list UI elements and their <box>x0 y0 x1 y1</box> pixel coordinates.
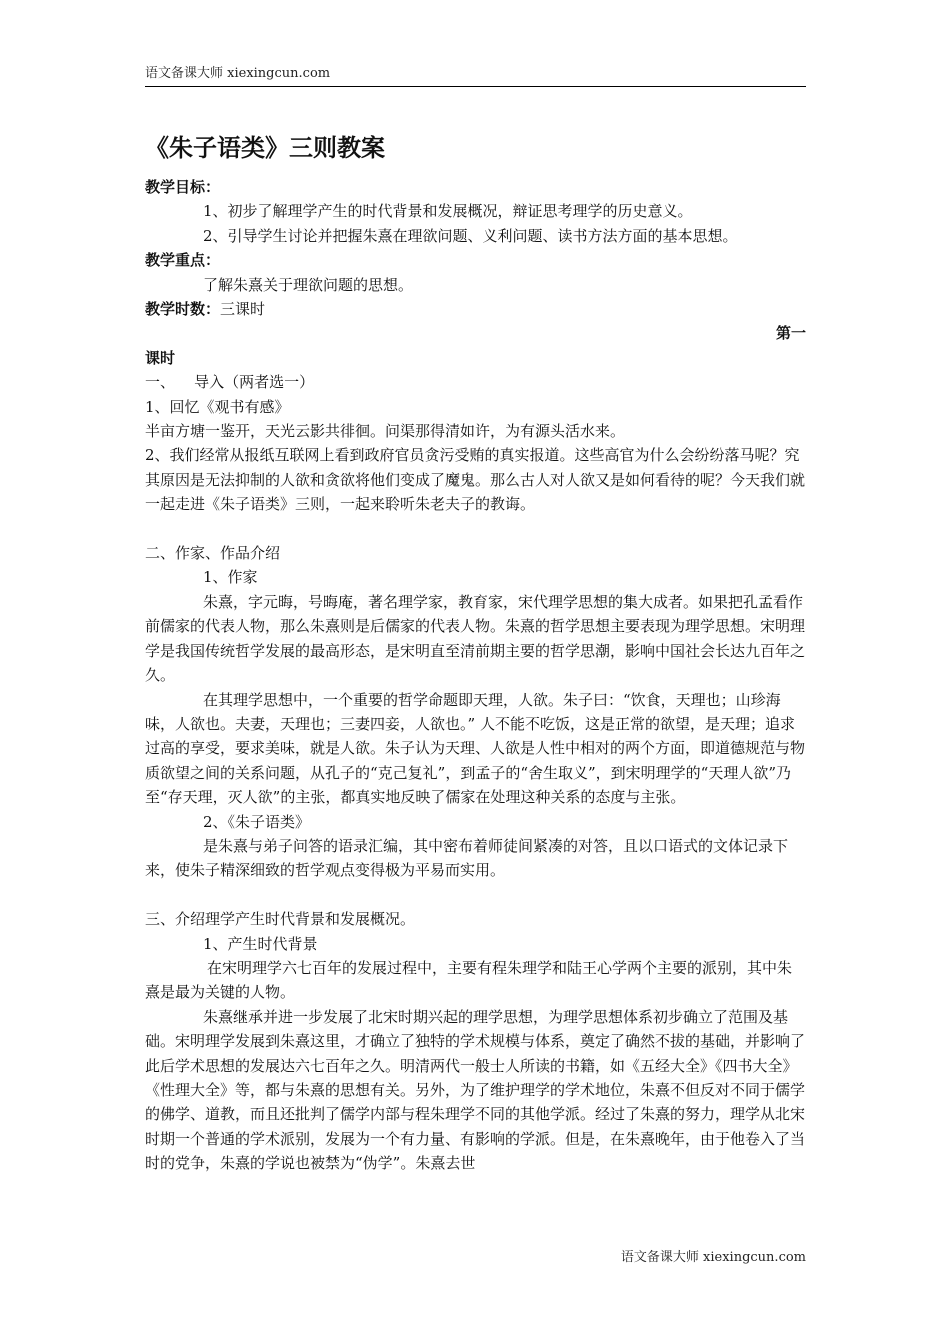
page-footer: 语文备课大师 xiexingcun.com <box>620 1250 806 1265</box>
section-1-heading: 一、 导入（两者选一） <box>145 373 315 392</box>
section-2-heading: 二、作家、作品介绍 <box>145 544 281 563</box>
hours-label: 教学时数： <box>145 300 221 319</box>
page-header: 语文备课大师 xiexingcun.com <box>145 64 806 87</box>
goal-item-1: 1、初步了解理学产生的时代背景和发展概况，辩证思考理学的历史意义。 <box>203 202 693 221</box>
section-3-heading: 三、介绍理学产生时代背景和发展概况。 <box>145 910 416 929</box>
lesson-heading-part2: 课时 <box>145 348 176 367</box>
goal-item-2: 2、引导学生讨论并把握朱熹在理欲问题、义利问题、读书方法方面的基本思想。 <box>203 226 738 245</box>
lesson-heading-part1: 第一 <box>775 324 806 343</box>
hours-line <box>145 297 806 321</box>
section-2-sub-2: 2、《朱子语类》 <box>203 812 311 831</box>
hours-text: 三课时 <box>220 300 266 319</box>
section-3-paragraph-2: 朱熹继承并进一步发展了北宋时期兴起的理学思想，为理学思想体系初步确立了范围及基础。宋明理学发展到朱熹这里，才确立了独特的学术规模与体系，奠定了确然不拔的基础，并影响了此后学术思想的发展达六七百年之久。明清两代一般士人所读的书籍，如《五经大全》《四书大全》《性理大全》等，都与朱熹的思想有关。另外，为了维护理学的学术地位，朱熹不但反对不同于儒学的佛学、道教，而且还批判了儒学内部与程朱理学不同的其他学派。经过了朱熹的努力，理学从北宋时期一个普通的学术派别，发展为一个有力量、有影响的学派。但是，在朱熹晚年，由于他卷入了当时的党争，朱熹的学说也被禁为“伪学”。朱熹去世 <box>145 1007 806 1173</box>
section-1-item-2: 2、我们经常从报纸互联网上看到政府官员贪污受贿的真实报道。这些高官为什么会纷纷落马呢？究其原因是无法抑制的人欲和贪欲将他们变成了魔鬼。那么古人对人欲又是如何看待的呢？今天我们就一起走进《朱子语类》三则，一起来聆听朱老夫子的教诲。 <box>145 446 806 514</box>
document-title: 《朱子语类》三则教案 <box>145 134 385 162</box>
section-3-paragraph-1: 在宋明理学六七百年的发展过程中，主要有程朱理学和陆王心学两个主要的派别，其中朱熹是最为关键的人物。 <box>145 958 793 1002</box>
focus-label: 教学重点： <box>145 251 221 270</box>
section-1-poem: 半亩方塘一鉴开，天光云影共徘徊。问渠那得清如许，为有源头活水来。 <box>145 422 626 441</box>
section-3-sub-1: 1、产生时代背景 <box>203 934 318 953</box>
section-2-paragraph-3: 是朱熹与弟子问答的语录汇编，其中密布着师徒间紧凑的对答，且以口语式的文体记录下来，使朱子精深细致的哲学观点变得极为平易而实用。 <box>145 836 789 880</box>
section-2-paragraph-2: 在其理学思想中，一个重要的哲学命题即天理，人欲。朱子曰：“饮食，天理也；山珍海味，人欲也。夫妻，天理也；三妻四妾，人欲也。” 人不能不吃饭，这是正常的欲望，是天理；追求过高的享受，要求美味，就是人欲。朱子认为天理、人欲是人性中相对的两个方面，即道德规范与物质欲望之间的关系问题，从孔子的“克己复礼”，到孟子的“舍生取义”，到宋明理学的“天理人欲”乃至“存天理，灭人欲”的主张，都真实地反映了儒家在处理这种关系的态度与主张。 <box>145 690 806 807</box>
goals-label: 教学目标： <box>145 178 221 196</box>
focus-text: 了解朱熹关于理欲问题的思想。 <box>203 275 414 294</box>
spacer <box>145 883 806 907</box>
spacer <box>145 517 806 541</box>
section-1-item-1: 1、回忆《观书有感》 <box>145 397 290 416</box>
document-body <box>145 128 806 1176</box>
section-2-paragraph-1: 朱熹，字元晦，号晦庵，著名理学家，教育家，宋代理学思想的集大成者。如果把孔孟看作前儒家的代表人物，那么朱熹则是后儒家的代表人物。朱熹的哲学思想主要表现为理学思想。宋明理学是我国传统哲学发展的最高形态，是宋明直至清前期主要的哲学思潮，影响中国社会长达九百年之久。 <box>145 592 806 685</box>
section-2-sub-1: 1、作家 <box>203 568 258 587</box>
